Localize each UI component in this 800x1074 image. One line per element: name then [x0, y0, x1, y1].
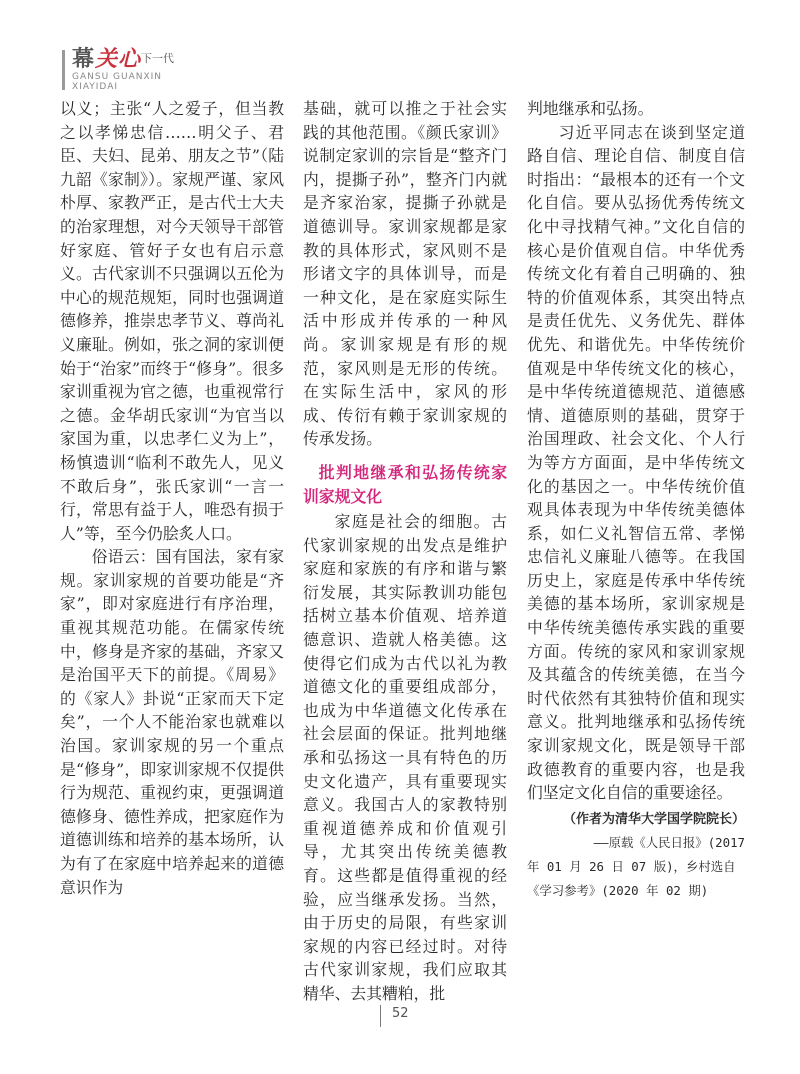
masthead-divider: [62, 50, 65, 90]
logo-part-2: 关心: [95, 46, 142, 72]
source-citation: [527, 831, 745, 903]
article-paragraph: 习近平同志在谈到坚定道路自信、理论自信、制度自信时指出：“最根本的还有一个文化自信。要从弘扬优秀传统文化中寻找精气神。”文化自信的核心是价值观自信。中华优秀传统文化有着自己明确的、独特的价值观体系，其突出特点是责任优先、义务优先、群体优先、和谐优先。中华传统价值观是中华传统文化的核心，是中华传统道德规范、道德感情、道德原则的基础，贯穿于治国理政、社会文化、个人行为等方方面面，是中华传统文化的基因之一。中华传统价值观具体表现为中华传统美德体系，如仁义礼智信五常、孝悌忠信礼义廉耻八德等。在我国历史上，家庭是传承中华传统美德的基本场所，家训家规是中华传统美德传承实践的重要方面。传统的家风和家训家规及其蕴含的传统美德，在当今时代依然有其独特价值和现实意义。批判地继承和弘扬传统家训家规文化，既是领导干部政德教育的重要内容，也是我们坚定文化自信的重要途径。: [527, 122, 745, 803]
section-heading: 批判地继承和弘扬传统家训家规文化: [303, 462, 507, 506]
logo-part-3: 下一代: [141, 52, 175, 65]
masthead-subtitle-line-2: XIAYIDAI: [72, 82, 119, 92]
article-paragraph: 基础，就可以推之于社会实践的其他范围。《颜氏家训》说制定家训的宗旨是“整齐门内，提撕子孙”，整齐门内就是齐家治家，提撕子孙就是道德训导。家训家规都是家教的具体形式，家风则不是形诸文字的具体训导，而是一种文化，是在家庭实际生活中形成并传承的一种风尚。家训家规是有形的规范，家风则是无形的传统。在实际生活中，家风的形成、传衍有赖于家训家规的传承发扬。: [303, 99, 507, 449]
article-column-right: [527, 97, 745, 903]
page-number: 52: [392, 1006, 409, 1021]
footer-divider: [380, 1005, 381, 1027]
magazine-logo: [72, 46, 174, 72]
source-line-3: 《学习参考》(2020 年 02 期): [527, 882, 709, 898]
magazine-masthead: [62, 44, 262, 92]
article-paragraph: 以义；主张“人之爱子，但当教之以孝悌忠信……明父子、君臣、夫妇、昆弟、朋友之节”（陆九韶《家制》）。家规严谨、家风朴厚、家教严正，是古代士大夫的治家理想，对今天领导干部管好家庭、管好子女也有启示意义。古代家训不只强调以五伦为中心的规范规矩，同时也强调道德修养，推崇忠孝节义、尊尚礼义廉耻。例如，张之洞的家训便始于“治家”而终于“修身”。很多家训重视为官之德，也重视常行之德。金华胡氏家训“为官当以家国为重，以忠孝仁义为上”，杨慎遗训“临利不敢先人，见义不敢后身”，张氏家训“一言一行，常思有益于人，唯恐有损于人”等，至今仍脍炙人口。: [60, 99, 284, 543]
masthead-subtitle-line-1: GANSU GUANXIN: [72, 72, 163, 82]
source-line-1: ——原载《人民日报》(2017: [593, 834, 745, 850]
article-paragraph: 俗语云：国有国法，家有家规。家训家规的首要功能是“齐家”，即对家庭进行有序治理，重视其规范功能。在儒家传统中，修身是齐家的基础，齐家又是治国平天下的前提。《周易》的《家人》卦说“正家而天下定矣”，一个人不能治家也就难以治国。家训家规的另一个重点是“修身”，即家训家规不仅提供行为规范、重视约束，更强调道德修身、德性养成，把家庭作为道德训练和培养的基本场所，认为有了在家庭中培养起来的道德意识作为: [60, 547, 284, 897]
article-paragraph: 判地继承和弘扬。: [527, 99, 654, 118]
logo-part-1: 幕: [72, 46, 96, 72]
author-note: （作者为清华大学国学院院长）: [562, 811, 745, 827]
source-line-2: 年 01 月 26 日 07 版)，乡村选自: [527, 858, 736, 874]
article-column-left: [60, 97, 284, 899]
article-column-middle: [303, 97, 507, 1006]
article-paragraph: 家庭是社会的细胞。古代家训家规的出发点是维护家庭和家族的有序和谐与繁衍发展，其实际教训功能包括树立基本价值观、培养道德意识、造就人格美德。这使得它们成为古代以礼为教道德文化的重要组成部分，也成为中华道德文化传承在社会层面的保证。批判地继承和弘扬这一具有特色的历史文化遗产，具有重要现实意义。我国古人的家教特别重视道德养成和价值观引导，尤其突出传统美德教育。这些都是值得重视的经验，应当继承发扬。当然，由于历史的局限，有些家训家规的内容已经过时。对待古代家训家规，我们应取其精华、去其糟粕，批: [303, 512, 507, 1003]
